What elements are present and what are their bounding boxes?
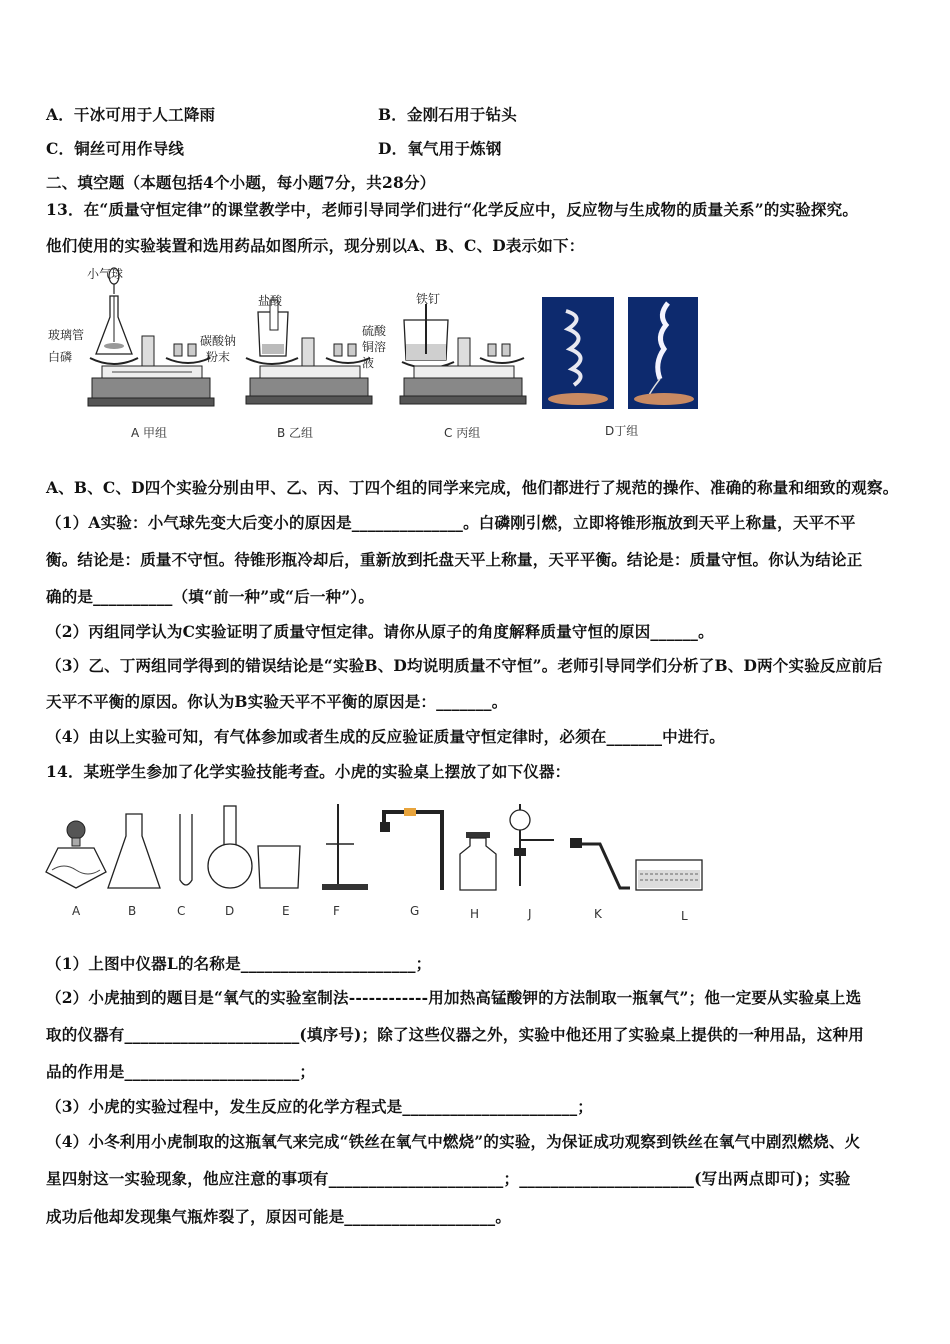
q14-line-8: 星四射这一实验现象，他应注意的事项有______________________；______________________(写出两点即可)；实验 — [46, 1169, 851, 1188]
q13-line-10: （4）由以上实验可知，有气体参加或者生成的反应验证质量守恒定律时，必须在_______中进行。 — [46, 727, 725, 746]
q13-line-6: 确的是__________（填“前一种”或“后一种”）。 — [46, 587, 375, 606]
q14-line-9: 成功后他却发现集气瓶炸裂了，原因可能是___________________。 — [46, 1207, 512, 1226]
q13-line-4: （1）A实验：小气球先变大后变小的原因是______________。白磷刚引燃，立即将锥形瓶放到天平上称量，天平不平 — [46, 513, 856, 532]
q13-line-9: 天平不平衡的原因。你认为B实验天平不平衡的原因是：_______。 — [46, 692, 508, 711]
water-trough-icon — [636, 860, 702, 890]
q13-line-2: 他们使用的实验装置和选用药品如图所示，现分别以A、B、C、D表示如下： — [46, 236, 585, 255]
q14-line-7: （4）小冬利用小虎制取的这瓶氧气来完成“铁丝在氧气中燃烧”的实验，为保证成功观察到铁丝在氧气中剧烈燃烧、火 — [46, 1132, 861, 1151]
round-flask-icon — [208, 806, 252, 888]
caption-d: D丁组 — [605, 424, 639, 438]
hcl-label: 盐酸 — [258, 294, 283, 308]
bent-tube-icon — [570, 838, 630, 888]
option-c: C．铜丝可用作导线 — [46, 139, 185, 158]
instruments-figure — [44, 800, 724, 896]
instrument-label-j: J — [528, 907, 532, 921]
q13-line-1: 13．在“质量守恒定律”的课堂教学中，老师引导同学们进行“化学反应中，反应物与生成物的质量关系”的实验探究。 — [46, 200, 859, 219]
option-a: A．干冰可用于人工降雨 — [46, 105, 216, 124]
delivery-tube-icon — [380, 808, 442, 890]
caption-a: A 甲组 — [131, 426, 168, 440]
glass-tube-label: 玻璃管 — [48, 328, 85, 342]
caption-c: C 丙组 — [444, 426, 481, 440]
caption-b: B 乙组 — [277, 426, 314, 440]
instrument-label-h: H — [470, 907, 480, 921]
magnesium-photo-before — [542, 297, 614, 409]
magnesium-photo-after — [628, 297, 698, 409]
q13-line-7: （2）丙组同学认为C实验证明了质量守恒定律。请你从原子的角度解释质量守恒的原因______。 — [46, 622, 714, 641]
instrument-label-d: D — [225, 904, 235, 918]
instrument-label-k: K — [594, 907, 602, 921]
conical-flask-icon — [108, 814, 160, 888]
instrument-label-a: A — [72, 904, 81, 918]
q14-line-2: （1）上图中仪器L的名称是______________________； — [46, 954, 432, 973]
white-phosphorus-label: 白磷 — [48, 350, 73, 364]
q13-line-3: A、B、C、D四个实验分别由甲、乙、丙、丁四个组的同学来完成，他们都进行了规范的操作、准确的称量和细致的观察。 — [46, 478, 899, 497]
cuso4-label-2: 铜溶 — [362, 340, 387, 354]
option-d: D．氧气用于炼钢 — [378, 139, 502, 158]
instrument-label-e: E — [282, 904, 290, 918]
q14-line-6: （3）小虎的实验过程中，发生反应的化学方程式是______________________； — [46, 1097, 593, 1116]
balance-b-diagram — [244, 292, 374, 412]
iron-nail-label: 铁钉 — [416, 292, 441, 306]
na2co3-label-2: 粉末 — [206, 350, 231, 364]
instrument-label-g: G — [410, 904, 420, 918]
instrument-label-b: B — [128, 904, 137, 918]
balance-c-diagram — [400, 292, 530, 412]
separatory-funnel-icon — [510, 804, 554, 886]
iron-stand-icon — [322, 804, 368, 890]
cuso4-label-3: 液 — [362, 356, 375, 370]
q13-line-5: 衡。结论是：质量不守恒。待锥形瓶冷却后，重新放到托盘天平上称量，天平平衡。结论是：质量守恒。你认为结论正 — [46, 550, 863, 569]
section-heading: 二、填空题（本题包括4个小题，每小题7分，共28分） — [46, 173, 436, 192]
cuso4-label-1: 硫酸 — [362, 324, 387, 338]
instrument-label-c: C — [177, 904, 186, 918]
balloon-label: 小气球 — [87, 267, 124, 281]
q13-line-8: （3）乙、丁两组同学得到的错误结论是“实验B、D均说明质量不守恒”。老师引导同学们分析了B、D两个实验反应前后 — [46, 656, 883, 675]
q14-line-1: 14．某班学生参加了化学实验技能考查。小虎的实验桌上摆放了如下仪器： — [46, 762, 571, 781]
option-b: B．金刚石用于钻头 — [378, 105, 517, 124]
q14-line-4: 取的仪器有______________________(填序号)；除了这些仪器之外，实验中他还用了实验桌上提供的一种用品，这种用 — [46, 1025, 864, 1044]
q14-line-3: （2）小虎抽到的题目是“氧气的实验室制法------------用加热高锰酸钾的方法制取一瓶氧气”；他一定要从实验桌上选 — [46, 988, 862, 1007]
beaker-icon — [258, 846, 300, 888]
gas-jar-icon — [460, 832, 496, 890]
q14-line-5: 品的作用是______________________； — [46, 1062, 316, 1081]
instrument-label-f: F — [333, 904, 340, 918]
na2co3-label-1: 碳酸钠 — [200, 334, 237, 348]
instrument-label-l: L — [681, 909, 688, 923]
alcohol-lamp-icon — [46, 821, 106, 888]
test-tube-icon — [180, 814, 192, 885]
